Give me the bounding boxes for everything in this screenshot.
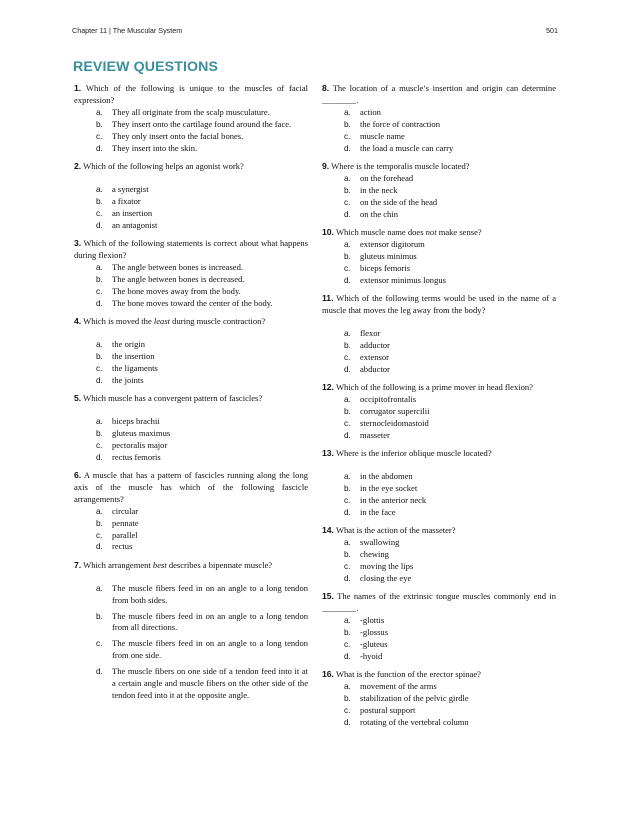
option-letter: a. xyxy=(96,262,103,272)
answer-option xyxy=(322,693,556,705)
option-letter: c. xyxy=(96,440,103,450)
option-letter: c. xyxy=(344,197,351,207)
question-number: 4. xyxy=(74,315,82,326)
option-text: in the eye socket xyxy=(360,482,418,493)
answer-options xyxy=(322,471,556,519)
option-text: -hyoid xyxy=(360,650,383,661)
review-question xyxy=(322,525,556,585)
answer-option xyxy=(74,452,308,464)
answer-option xyxy=(74,506,308,518)
review-question xyxy=(74,470,308,553)
answer-option xyxy=(74,428,308,440)
review-question xyxy=(322,293,556,375)
option-text: the ligaments xyxy=(112,362,158,373)
answer-option xyxy=(322,639,556,651)
question-stem xyxy=(74,238,308,262)
option-text: pennate xyxy=(112,517,139,528)
answer-option xyxy=(74,611,308,635)
option-text: postural support xyxy=(360,704,416,715)
answer-option xyxy=(74,196,308,208)
option-text: chewing xyxy=(360,548,389,559)
option-text: the insertion xyxy=(112,350,155,361)
emphasis-text: least xyxy=(153,315,171,326)
answer-option xyxy=(74,541,308,553)
option-text: on the chin xyxy=(360,208,398,219)
option-text: extensor digitorum xyxy=(360,238,425,249)
question-text: Which of the following helps an agonist work? xyxy=(83,160,244,171)
option-text: on the side of the head xyxy=(360,196,438,207)
answer-option xyxy=(322,627,556,639)
answer-option xyxy=(322,340,556,352)
question-number: 2. xyxy=(74,160,82,171)
option-letter: d. xyxy=(344,717,351,727)
answer-option xyxy=(74,107,308,119)
answer-option xyxy=(322,495,556,507)
option-letter: d. xyxy=(96,375,103,385)
option-letter: c. xyxy=(344,561,351,571)
answer-option xyxy=(322,173,556,185)
answer-option xyxy=(74,143,308,155)
question-text: Where is the inferior oblique muscle located? xyxy=(335,447,492,458)
option-text: parallel xyxy=(112,529,138,540)
answer-option xyxy=(322,681,556,693)
answer-option xyxy=(74,208,308,220)
option-letter: b. xyxy=(344,406,351,416)
option-letter: c. xyxy=(344,418,351,428)
answer-option xyxy=(322,197,556,209)
option-text: the force of contraction xyxy=(360,118,440,129)
answer-options xyxy=(74,339,308,387)
question-stem xyxy=(74,560,308,572)
answer-options xyxy=(322,394,556,442)
chapter-title: Chapter 11 | The Muscular System xyxy=(72,26,183,35)
review-question xyxy=(322,227,556,287)
option-text: pectoralis major xyxy=(112,439,168,450)
answer-options xyxy=(322,173,556,221)
question-text: Which muscle has a convergent pattern of fascicles? xyxy=(83,392,263,403)
option-letter: c. xyxy=(96,131,103,141)
question-number: 13. xyxy=(322,447,334,458)
option-letter: a. xyxy=(96,416,103,426)
answer-option xyxy=(74,351,308,363)
answer-option xyxy=(322,251,556,263)
answer-option xyxy=(322,615,556,627)
option-text: They only insert onto the facial bones. xyxy=(112,130,244,141)
answer-option xyxy=(322,119,556,131)
question-text: Which of the following is a prime mover in head flexion? xyxy=(335,381,533,392)
option-letter: a. xyxy=(344,681,351,691)
option-letter: d. xyxy=(96,542,103,552)
question-number: 10. xyxy=(322,226,334,237)
option-text: flexor xyxy=(360,327,381,338)
option-text: the origin xyxy=(112,338,145,349)
option-letter: c. xyxy=(96,286,103,296)
question-text: Which is moved the xyxy=(83,315,154,326)
question-number: 9. xyxy=(322,160,330,171)
answer-option xyxy=(74,286,308,298)
question-number: 5. xyxy=(74,392,82,403)
option-letter: c. xyxy=(96,208,103,218)
answer-options xyxy=(74,506,308,554)
option-letter: a. xyxy=(344,394,351,404)
question-stem xyxy=(74,316,308,328)
option-letter: c. xyxy=(96,363,103,373)
answer-option xyxy=(322,263,556,275)
option-text: gluteus minimus xyxy=(360,250,417,261)
option-text: gluteus maximus xyxy=(112,427,171,438)
option-text: a fixator xyxy=(112,195,141,206)
option-letter: b. xyxy=(96,428,103,438)
option-letter: c. xyxy=(344,495,351,505)
option-letter: a. xyxy=(96,506,103,516)
question-text: make sense? xyxy=(436,226,482,237)
page-number: 501 xyxy=(546,26,558,35)
option-letter: a. xyxy=(96,107,103,117)
answer-option xyxy=(322,717,556,729)
answer-option xyxy=(74,583,308,607)
question-stem xyxy=(322,227,556,239)
option-letter: a. xyxy=(96,339,103,349)
option-letter: d. xyxy=(96,298,103,308)
answer-option xyxy=(74,298,308,310)
option-letter: c. xyxy=(344,131,351,141)
option-text: in the anterior neck xyxy=(360,494,427,505)
question-number: 3. xyxy=(74,237,82,248)
option-text: The muscle fibers feed in on an angle to a long tendon from one side. xyxy=(112,638,308,661)
option-letter: c. xyxy=(344,705,351,715)
option-text: rectus xyxy=(112,541,133,552)
option-letter: d. xyxy=(344,364,351,374)
answer-option xyxy=(322,406,556,418)
answer-options xyxy=(74,107,308,155)
option-letter: b. xyxy=(96,196,103,206)
question-text: Which muscle name does xyxy=(335,226,426,237)
answer-option xyxy=(322,394,556,406)
answer-options xyxy=(322,537,556,585)
option-letter: a. xyxy=(344,173,351,183)
option-text: extensor minimus longus xyxy=(360,274,446,285)
option-letter: d. xyxy=(96,667,103,677)
option-text: rectus femoris xyxy=(112,451,161,462)
option-text: rotating of the vertebral column xyxy=(360,716,469,727)
answer-option xyxy=(322,239,556,251)
option-letter: a. xyxy=(344,615,351,625)
question-stem xyxy=(322,591,556,615)
question-text: Which of the following terms would be used in the name of a muscle that moves the leg away from the body? xyxy=(322,293,556,315)
option-text: The angle between bones is increased. xyxy=(112,261,243,272)
question-number: 8. xyxy=(322,83,330,93)
answer-option xyxy=(322,471,556,483)
review-question xyxy=(74,83,308,154)
answer-options xyxy=(74,583,308,702)
answer-option xyxy=(74,339,308,351)
answer-option xyxy=(74,416,308,428)
option-letter: a. xyxy=(344,107,351,117)
answer-option xyxy=(74,375,308,387)
answer-option xyxy=(322,418,556,430)
answer-option xyxy=(322,131,556,143)
question-text: Which of the following is unique to the muscles of facial expression? xyxy=(74,83,308,105)
question-stem xyxy=(322,83,556,107)
option-text: occipitofrontalis xyxy=(360,393,417,404)
question-number: 6. xyxy=(74,469,82,480)
option-letter: b. xyxy=(344,185,351,195)
question-stem xyxy=(74,161,308,173)
answer-options xyxy=(322,239,556,287)
answer-option xyxy=(74,119,308,131)
left-column xyxy=(74,83,308,708)
option-text: movement of the arms xyxy=(360,680,437,691)
review-question xyxy=(322,448,556,519)
right-column xyxy=(322,83,556,735)
option-text: -glottis xyxy=(360,614,385,625)
answer-option xyxy=(322,705,556,717)
answer-option xyxy=(74,666,308,702)
review-question xyxy=(74,393,308,464)
option-text: muscle name xyxy=(360,130,405,141)
option-letter: b. xyxy=(344,340,351,350)
answer-option xyxy=(74,131,308,143)
option-letter: d. xyxy=(96,452,103,462)
option-letter: b. xyxy=(344,251,351,261)
option-text: the load a muscle can carry xyxy=(360,142,454,153)
option-text: The bone moves toward the center of the body. xyxy=(112,297,273,308)
review-question xyxy=(74,560,308,702)
answer-option xyxy=(322,537,556,549)
question-text: Where is the temporalis muscle located? xyxy=(331,160,470,171)
option-text: masseter xyxy=(360,429,390,440)
option-text: The muscle fibers feed in on an angle to a long tendon from all directions. xyxy=(112,610,308,633)
option-letter: d. xyxy=(344,275,351,285)
option-text: in the face xyxy=(360,506,396,517)
answer-option xyxy=(74,262,308,274)
answer-option xyxy=(322,275,556,287)
answer-option xyxy=(322,561,556,573)
option-letter: d. xyxy=(344,143,351,153)
review-question xyxy=(74,161,308,232)
question-text: What is the function of the erector spinae? xyxy=(335,668,481,679)
answer-options xyxy=(322,328,556,376)
answer-options xyxy=(74,262,308,310)
option-text: on the forehead xyxy=(360,172,414,183)
option-letter: a. xyxy=(344,537,351,547)
option-text: in the abdomen xyxy=(360,470,413,481)
answer-option xyxy=(322,573,556,585)
option-text: extensor xyxy=(360,351,389,362)
answer-option xyxy=(322,107,556,119)
option-text: the joints xyxy=(112,374,144,385)
option-letter: b. xyxy=(96,274,103,284)
question-text: What is the action of the masseter? xyxy=(335,525,456,535)
option-text: sternocleidomastoid xyxy=(360,417,429,428)
answer-option xyxy=(322,549,556,561)
question-number: 12. xyxy=(322,381,334,392)
question-text: The location of a muscle’s insertion and origin can determine ________. xyxy=(322,83,556,105)
running-head xyxy=(72,26,558,38)
option-letter: a. xyxy=(96,184,103,194)
question-stem xyxy=(74,470,308,506)
answer-option xyxy=(322,328,556,340)
option-letter: d. xyxy=(344,209,351,219)
option-letter: d. xyxy=(344,507,351,517)
option-text: action xyxy=(360,106,381,117)
option-text: The angle between bones is decreased. xyxy=(112,273,245,284)
option-text: They all originate from the scalp musculature. xyxy=(112,106,270,117)
question-stem xyxy=(74,83,308,107)
answer-option xyxy=(74,184,308,196)
option-letter: a. xyxy=(344,471,351,481)
option-letter: b. xyxy=(344,693,351,703)
option-letter: d. xyxy=(344,651,351,661)
review-question xyxy=(322,591,556,662)
answer-option xyxy=(74,363,308,375)
option-text: closing the eye xyxy=(360,572,412,583)
option-letter: b. xyxy=(344,483,351,493)
answer-option xyxy=(322,143,556,155)
option-letter: b. xyxy=(344,627,351,637)
option-text: abductor xyxy=(360,363,390,374)
question-text: The names of the extrinsic tongue muscles commonly end in ________. xyxy=(322,591,556,613)
review-question xyxy=(322,382,556,442)
option-text: The muscle fibers on one side of a tendon feed into it at a certain angle and muscle fibers on the other side of the tendon feed into it at the opposite angle. xyxy=(112,666,308,700)
option-letter: c. xyxy=(96,639,103,649)
option-text: biceps femoris xyxy=(360,262,411,273)
question-number: 15. xyxy=(322,591,334,602)
option-letter: a. xyxy=(344,328,351,338)
question-stem xyxy=(322,669,556,681)
option-letter: a. xyxy=(344,239,351,249)
review-question xyxy=(74,316,308,387)
review-question xyxy=(322,669,556,729)
answer-option xyxy=(322,209,556,221)
review-question xyxy=(74,238,308,309)
emphasis-text: best xyxy=(152,559,167,570)
answer-option xyxy=(322,364,556,376)
question-stem xyxy=(322,161,556,173)
section-title: REVIEW QUESTIONS xyxy=(73,59,219,75)
answer-option xyxy=(322,507,556,519)
question-number: 14. xyxy=(322,525,334,535)
review-question xyxy=(322,83,556,154)
option-text: stabilization of the pelvic girdle xyxy=(360,692,469,703)
option-text: an antagonist xyxy=(112,219,158,230)
question-text: describes a bipennate muscle? xyxy=(166,559,273,570)
answer-option xyxy=(74,440,308,452)
answer-options xyxy=(322,681,556,729)
question-number: 1. xyxy=(74,83,82,93)
option-letter: b. xyxy=(96,518,103,528)
answer-option xyxy=(74,638,308,662)
option-text: biceps brachii xyxy=(112,415,160,426)
question-text: Which of the following statements is correct about what happens during flexion? xyxy=(74,237,309,260)
option-text: -gluteus xyxy=(360,638,388,649)
option-letter: c. xyxy=(344,639,351,649)
answer-option xyxy=(322,352,556,364)
option-letter: c. xyxy=(344,263,351,273)
question-text: Which arrangement xyxy=(83,559,153,570)
option-text: They insert onto the cartilage found around the face. xyxy=(112,118,292,129)
option-letter: a. xyxy=(96,583,103,593)
question-text: during muscle contraction? xyxy=(170,315,266,326)
option-letter: c. xyxy=(344,352,351,362)
answer-option xyxy=(322,430,556,442)
option-letter: d. xyxy=(96,143,103,153)
option-letter: b. xyxy=(344,549,351,559)
option-text: an insertion xyxy=(112,207,153,218)
option-text: The muscle fibers feed in on an angle to a long tendon from both sides. xyxy=(112,582,308,605)
option-text: moving the lips xyxy=(360,560,414,571)
option-text: adductor xyxy=(360,339,390,350)
option-text: in the neck xyxy=(360,184,398,195)
question-stem xyxy=(322,293,556,317)
option-letter: d. xyxy=(344,573,351,583)
answer-option xyxy=(74,220,308,232)
answer-option xyxy=(322,483,556,495)
question-text: A muscle that has a pattern of fascicles running along the long axis of the muscle has which of the following fascicle arrangements? xyxy=(74,469,308,504)
emphasis-text: not xyxy=(425,226,437,237)
option-letter: d. xyxy=(344,430,351,440)
option-letter: b. xyxy=(96,611,103,621)
question-stem xyxy=(74,393,308,405)
question-number: 16. xyxy=(322,668,334,679)
review-question xyxy=(322,161,556,221)
answer-option xyxy=(74,530,308,542)
question-stem xyxy=(322,448,556,460)
answer-options xyxy=(322,107,556,155)
answer-options xyxy=(74,184,308,232)
answer-options xyxy=(322,615,556,663)
answer-option xyxy=(322,651,556,663)
option-letter: d. xyxy=(96,220,103,230)
answer-options xyxy=(74,416,308,464)
question-number: 11. xyxy=(322,293,334,303)
question-stem xyxy=(322,525,556,537)
option-letter: b. xyxy=(344,119,351,129)
answer-option xyxy=(74,518,308,530)
option-text: corrugator supercilii xyxy=(360,405,430,416)
option-letter: b. xyxy=(96,119,103,129)
option-text: They insert into the skin. xyxy=(112,142,198,153)
option-letter: c. xyxy=(96,530,103,540)
question-number: 7. xyxy=(74,559,82,570)
option-text: swallowing xyxy=(360,536,400,547)
answer-option xyxy=(322,185,556,197)
question-stem xyxy=(322,382,556,394)
option-text: The bone moves away from the body. xyxy=(112,285,241,296)
option-text: -glossus xyxy=(360,626,389,637)
answer-option xyxy=(74,274,308,286)
option-letter: b. xyxy=(96,351,103,361)
option-text: circular xyxy=(112,505,139,516)
option-text: a synergist xyxy=(112,183,149,194)
